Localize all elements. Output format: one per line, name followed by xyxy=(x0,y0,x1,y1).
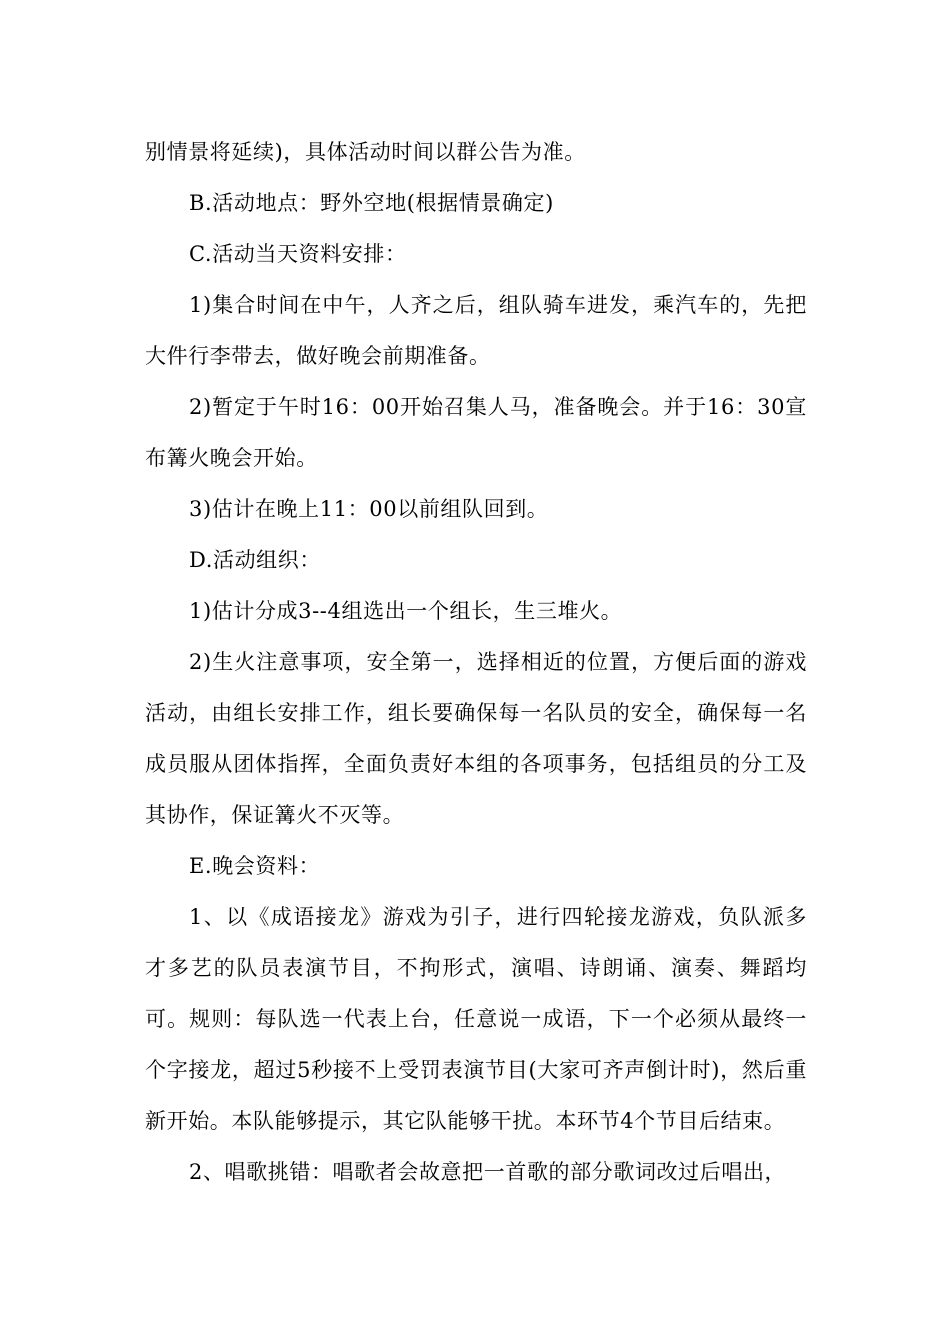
paragraph-party-item-2: 2、唱歌挑错：唱歌者会故意把一首歌的部分歌词改过后唱出， xyxy=(189,1160,787,1184)
paragraph-schedule-item-1: 1)集合时间在中午，人齐之后，组队骑车进发，乘汽车的，先把大件行李带去，做好晚会前期准备。 xyxy=(145,293,807,368)
paragraph-schedule-item-2: 2)暂定于午时16：00开始召集人马，准备晚会。并于16：30宣布篝火晚会开始。 xyxy=(145,395,807,470)
paragraph-schedule-item-3: 3)估计在晚上11：00以前组队回到。 xyxy=(189,497,549,521)
document-body xyxy=(145,127,807,1198)
paragraph-location: B.活动地点：野外空地(根据情景确定) xyxy=(189,191,554,215)
paragraph-organization-heading: D.活动组织： xyxy=(189,548,321,572)
paragraph-party-item-1: 1、以《成语接龙》游戏为引子，进行四轮接龙游戏，负队派多才多艺的队员表演节目，不拘形式，演唱、诗朗诵、演奏、舞蹈均可。规则：每队选一代表上台，任意说一成语，下一个必须从最终一个字接龙，超过5秒接不上受罚表演节目(大家可齐声倒计时)，然后重新开始。本队能够提示，其它队能够干扰。本环节4个节目后结束。 xyxy=(145,905,807,1133)
paragraph-party-heading: E.晚会资料： xyxy=(189,854,321,878)
paragraph-organization-item-1: 1)估计分成3--4组选出一个组长，生三堆火。 xyxy=(189,599,623,623)
paragraph-continuation: 别情景将延续)，具体活动时间以群公告为准。 xyxy=(145,140,586,164)
paragraph-schedule-heading: C.活动当天资料安排： xyxy=(189,242,407,266)
paragraph-organization-item-2: 2)生火注意事项，安全第一，选择相近的位置，方便后面的游戏活动，由组长安排工作，组长要确保每一名队员的安全，确保每一名成员服从团体指挥，全面负责好本组的各项事务，包括组员的分工及其协作，保证篝火不灭等。 xyxy=(145,650,807,827)
